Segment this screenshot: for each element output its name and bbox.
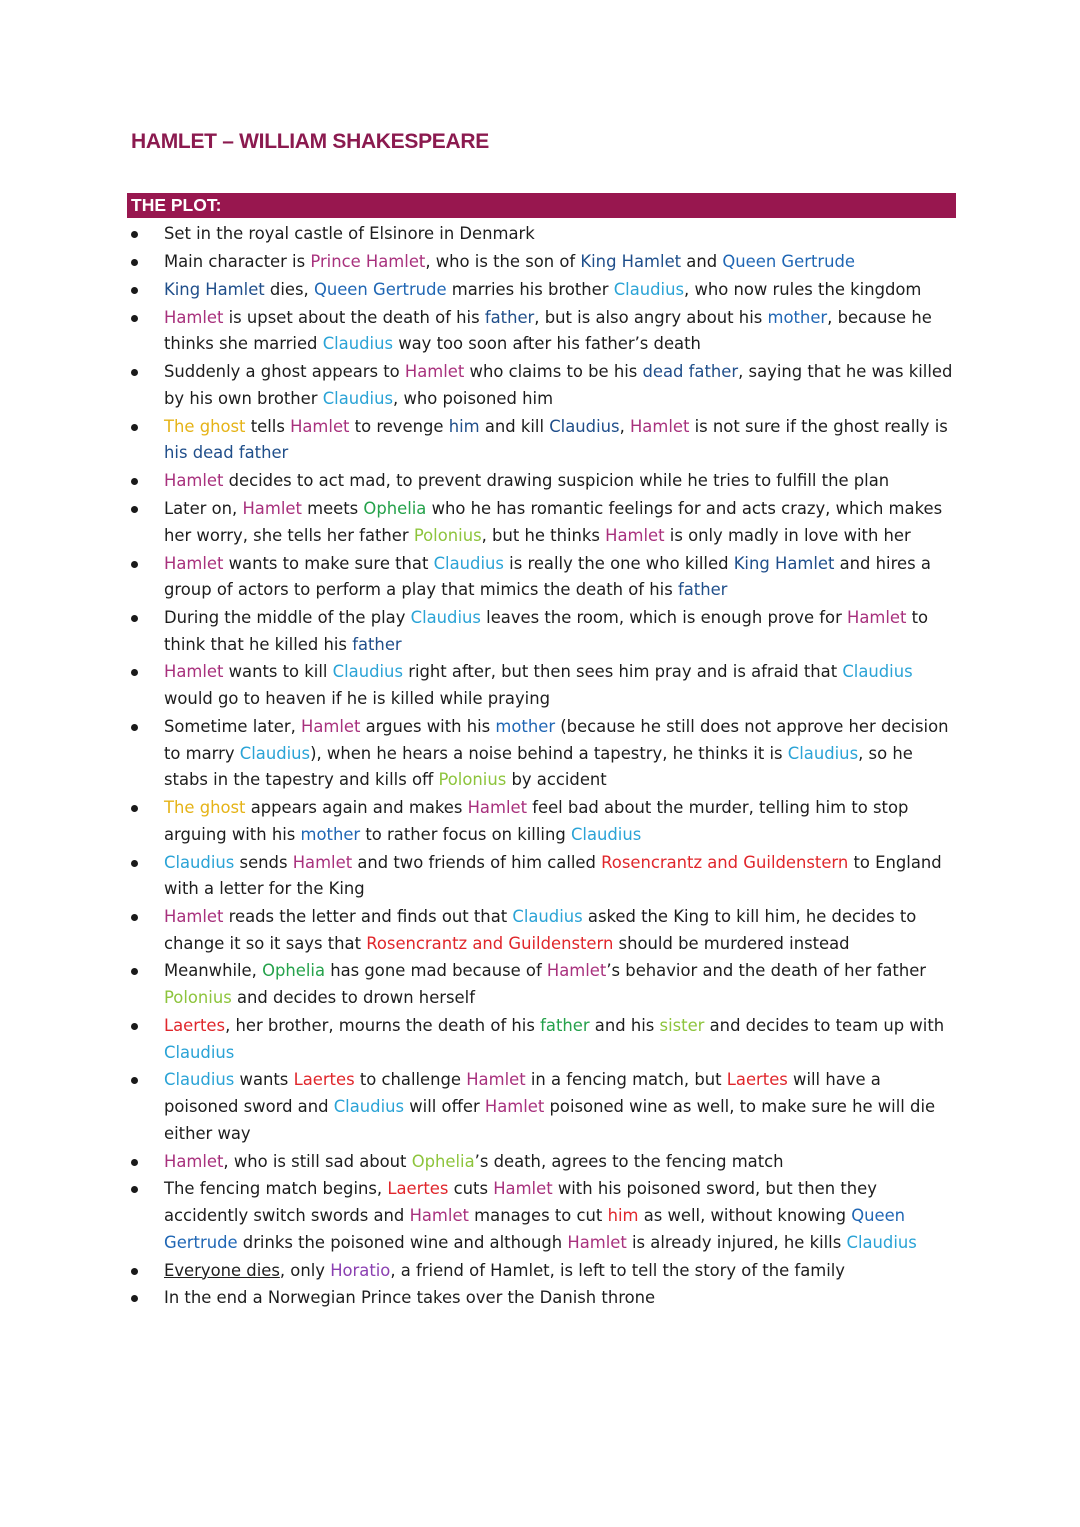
- text-segment: , because he thinks she married: [164, 307, 932, 354]
- highlighted-text: Claudius: [322, 388, 394, 408]
- plot-list-item: [131, 551, 957, 604]
- highlighted-text: Hamlet: [164, 1151, 224, 1171]
- plot-list-item: [131, 958, 957, 1011]
- text-segment: , a friend of Hamlet, is left to tell the story of the family: [390, 1260, 846, 1280]
- plot-list-item: [131, 1067, 957, 1147]
- text-segment: and: [681, 251, 723, 271]
- text-segment: who he has romantic feelings for and acts crazy, which makes her worry, she tells her father: [164, 499, 943, 545]
- text-segment: to revenge: [349, 416, 449, 436]
- text-segment: and two friends of him called: [352, 852, 602, 872]
- text-segment: In the end a Norwegian Prince takes over the Danish throne: [164, 1288, 656, 1308]
- text-segment: is not sure if the ghost really is: [689, 416, 948, 436]
- bullet-icon: [131, 669, 138, 676]
- text-segment: manages to cut: [468, 1206, 608, 1226]
- highlighted-text: father: [352, 634, 402, 654]
- text-segment: , who is still sad about: [223, 1151, 412, 1171]
- bullet-icon: [131, 259, 138, 266]
- highlighted-text: Queen Gertrude: [313, 279, 447, 299]
- text-segment: and hires a group of actors to perform a play that mimics the death of his: [164, 553, 931, 600]
- highlighted-text: Claudius: [164, 1042, 235, 1062]
- bullet-icon: [131, 1159, 138, 1166]
- highlighted-text: The ghost: [164, 798, 246, 818]
- plot-list-item: [131, 305, 957, 358]
- bullet-icon: [131, 231, 138, 238]
- text-segment: as well, without knowing: [638, 1206, 852, 1226]
- highlighted-text: him: [607, 1206, 639, 1226]
- bullet-icon: [131, 1023, 138, 1030]
- bullet-icon: [131, 1295, 138, 1302]
- highlighted-text: dead father: [642, 362, 739, 382]
- text-segment: should be murdered instead: [613, 933, 850, 953]
- bullet-icon: [131, 287, 138, 294]
- text-segment: wants to kill: [223, 662, 333, 682]
- plot-list-item: [131, 850, 957, 903]
- bullet-icon: [131, 369, 138, 376]
- highlighted-text: Hamlet: [466, 1070, 526, 1090]
- text-segment: decides to act mad, to prevent drawing suspicion while he tries to fulfill the plan: [223, 471, 890, 491]
- text-segment: ,: [619, 416, 630, 436]
- bullet-icon: [131, 424, 138, 431]
- highlighted-text: Hamlet: [164, 662, 224, 682]
- text-segment: reads the letter and finds out that: [223, 907, 513, 926]
- highlighted-text: Rosencrantz and Guildenstern: [601, 852, 849, 872]
- highlighted-text: Claudius: [549, 416, 620, 436]
- text-segment: right after, but then sees him pray and is afraid that: [403, 662, 843, 682]
- text-segment: Set in the royal castle of Elsinore in Denmark: [164, 224, 535, 243]
- bullet-icon: [131, 724, 138, 731]
- plot-list-item: [131, 277, 957, 304]
- highlighted-text: King Hamlet: [164, 279, 265, 299]
- plot-list-item: [131, 468, 957, 495]
- text-segment: and his: [589, 1015, 660, 1035]
- highlighted-text: Hamlet: [164, 307, 224, 327]
- bullet-icon: [131, 615, 138, 622]
- text-segment: drinks the poisoned wine and although: [237, 1232, 568, 1252]
- text-segment: , so he stabs in the tapestry and kills off: [164, 743, 913, 790]
- text-segment: poisoned wine as well, to make sure he will die either way: [164, 1097, 936, 1143]
- text-segment: will offer: [404, 1097, 485, 1117]
- highlighted-text: Polonius: [438, 770, 507, 790]
- text-segment: Later on,: [164, 499, 243, 519]
- text-segment: marries his brother: [446, 279, 614, 299]
- plot-list-item: [131, 414, 957, 467]
- highlighted-text: King Hamlet: [580, 251, 682, 271]
- plot-list-item: [131, 1258, 957, 1285]
- plot-list-item: [131, 221, 957, 248]
- highlighted-text: Ophelia: [262, 961, 326, 981]
- plot-list-item: [131, 795, 957, 848]
- text-segment: and decides to team up with: [704, 1015, 945, 1035]
- highlighted-text: Polonius: [413, 525, 482, 545]
- text-segment: ’s death, agrees to the fencing match: [474, 1151, 784, 1171]
- text-segment: to challenge: [354, 1070, 467, 1090]
- highlighted-text: Ophelia: [411, 1151, 475, 1171]
- highlighted-text: Hamlet: [567, 1232, 627, 1252]
- text-segment: by accident: [506, 770, 607, 790]
- plot-list-item: [131, 249, 957, 276]
- text-segment: is only madly in love with her: [664, 525, 911, 545]
- text-segment: , saying that he was killed by his own brother: [164, 362, 953, 408]
- highlighted-text: father: [677, 580, 728, 600]
- highlighted-text: Ophelia: [363, 499, 427, 519]
- bullet-icon: [131, 561, 138, 568]
- highlighted-text: Hamlet: [546, 961, 607, 981]
- highlighted-text: Hamlet: [290, 416, 350, 436]
- highlighted-text: The ghost: [164, 416, 246, 436]
- bullet-icon: [131, 805, 138, 812]
- highlighted-text: Polonius: [164, 988, 232, 1008]
- highlighted-text: Claudius: [846, 1232, 917, 1252]
- highlighted-text: Hamlet: [292, 852, 353, 872]
- highlighted-text: his dead father: [164, 443, 289, 463]
- text-segment: , her brother, mourns the death of his: [225, 1015, 541, 1035]
- text-segment: Main character is: [164, 251, 311, 271]
- highlighted-text: mother: [767, 307, 828, 327]
- highlighted-text: Claudius: [164, 852, 235, 872]
- text-segment: argues with his: [360, 716, 496, 736]
- text-segment: , but is also angry about his: [534, 307, 768, 327]
- bullet-icon: [131, 478, 138, 485]
- text-segment: Meanwhile,: [164, 961, 263, 981]
- plot-list-item: [131, 359, 957, 412]
- plot-list-item: [131, 1149, 957, 1176]
- text-segment: , who is the son of: [425, 251, 581, 271]
- plot-list-item: [131, 904, 957, 957]
- plot-list-item: [131, 1013, 957, 1066]
- highlighted-text: Hamlet: [629, 416, 690, 436]
- text-segment: to England with a letter for the King: [164, 852, 942, 899]
- text-segment: wants: [234, 1070, 294, 1090]
- highlighted-text: Claudius: [613, 279, 685, 299]
- highlighted-text: Claudius: [333, 1097, 405, 1117]
- text-segment: way too soon after his father’s death: [393, 334, 701, 354]
- highlighted-text: Hamlet: [164, 553, 224, 573]
- text-segment: is upset about the death of his: [223, 307, 485, 327]
- text-segment: to think that he killed his: [164, 607, 929, 654]
- text-segment: has gone mad because of: [325, 961, 547, 981]
- text-segment: will have a poisoned sword and: [164, 1070, 881, 1117]
- text-segment: (because he still does not approve her decision to marry: [164, 716, 949, 763]
- highlighted-text: mother: [300, 824, 361, 844]
- bullet-icon: [131, 506, 138, 513]
- highlighted-text: Hamlet: [242, 499, 302, 519]
- highlighted-text: Horatio: [330, 1260, 391, 1280]
- highlighted-text: Prince Hamlet: [310, 251, 426, 271]
- highlighted-text: Hamlet: [164, 907, 224, 926]
- text-segment: Sometime later,: [164, 716, 301, 736]
- text-segment: is really the one who killed: [503, 553, 734, 573]
- text-segment: appears again and makes: [245, 798, 468, 818]
- highlighted-text: Laertes: [387, 1179, 449, 1199]
- highlighted-text: Everyone dies: [164, 1260, 280, 1280]
- plot-bullet-list: [131, 221, 957, 1313]
- highlighted-text: Laertes: [293, 1070, 355, 1090]
- text-segment: in a fencing match, but: [525, 1070, 727, 1090]
- highlighted-text: Claudius: [322, 334, 394, 354]
- plot-list-item: [131, 496, 957, 549]
- highlighted-text: mother: [495, 716, 556, 736]
- bullet-icon: [131, 1186, 138, 1193]
- text-segment: feel bad about the murder, telling him to stop arguing with his: [164, 798, 909, 844]
- highlighted-text: Claudius: [433, 553, 504, 573]
- highlighted-text: Hamlet: [493, 1179, 553, 1199]
- bullet-icon: [131, 860, 138, 867]
- text-segment: Suddenly a ghost appears to: [164, 362, 405, 382]
- text-segment: cuts: [448, 1179, 494, 1199]
- highlighted-text: Hamlet: [847, 607, 907, 627]
- highlighted-text: Laertes: [726, 1070, 788, 1090]
- highlighted-text: father: [540, 1015, 590, 1035]
- text-segment: tells: [245, 416, 291, 436]
- plot-list-item: [131, 605, 957, 658]
- highlighted-text: Claudius: [842, 662, 913, 682]
- text-segment: and decides to drown herself: [231, 988, 475, 1008]
- highlighted-text: Claudius: [332, 662, 403, 682]
- highlighted-text: Queen Gertrude: [164, 1206, 906, 1252]
- bullet-icon: [131, 1268, 138, 1275]
- highlighted-text: Hamlet: [404, 362, 465, 382]
- text-segment: is already injured, he kills: [626, 1232, 847, 1252]
- bullet-icon: [131, 914, 138, 921]
- bullet-icon: [131, 968, 138, 975]
- text-segment: with his poisoned sword, but then they accidently switch swords and: [164, 1179, 877, 1226]
- highlighted-text: Queen Gertrude: [722, 251, 855, 271]
- plot-list-item: [131, 1285, 957, 1312]
- highlighted-text: Claudius: [787, 743, 859, 763]
- text-segment: meets: [301, 499, 364, 519]
- highlighted-text: Hamlet: [409, 1206, 469, 1226]
- text-segment: leaves the room, which is enough prove for: [480, 607, 848, 627]
- plot-list-item: [131, 714, 957, 794]
- text-segment: , but he thinks: [481, 525, 606, 545]
- text-segment: During the middle of the play: [164, 607, 411, 627]
- text-segment: asked the King to kill him, he decides to change it so it says that: [164, 907, 917, 953]
- highlighted-text: Hamlet: [484, 1097, 545, 1117]
- section-header-bar: [127, 193, 956, 218]
- text-segment: and kill: [479, 416, 550, 436]
- highlighted-text: Hamlet: [605, 525, 665, 545]
- highlighted-text: him: [448, 416, 480, 436]
- text-segment: The fencing match begins,: [164, 1179, 388, 1199]
- highlighted-text: Claudius: [239, 743, 311, 763]
- plot-list-item: [131, 659, 957, 712]
- highlighted-text: Claudius: [570, 824, 642, 844]
- text-segment: would go to heaven if he is killed while praying: [164, 689, 550, 709]
- highlighted-text: Claudius: [164, 1070, 235, 1090]
- highlighted-text: Hamlet: [301, 716, 361, 736]
- highlighted-text: Claudius: [512, 907, 583, 926]
- section-label: THE PLOT:: [131, 195, 222, 215]
- text-segment: to rather focus on killing: [360, 824, 571, 844]
- text-segment: , only: [279, 1260, 331, 1280]
- highlighted-text: Claudius: [410, 607, 481, 627]
- highlighted-text: Laertes: [164, 1015, 226, 1035]
- text-segment: , who poisoned him: [393, 388, 554, 408]
- text-segment: ’s behavior and the death of her father: [606, 961, 927, 981]
- bullet-icon: [131, 315, 138, 322]
- bullet-icon: [131, 1077, 138, 1084]
- highlighted-text: Hamlet: [164, 471, 224, 491]
- highlighted-text: Rosencrantz and Guildenstern: [366, 933, 614, 953]
- text-segment: wants to make sure that: [223, 553, 434, 573]
- plot-list-item: [131, 1176, 957, 1256]
- highlighted-text: King Hamlet: [733, 553, 835, 573]
- text-segment: sends: [234, 852, 293, 872]
- page-title: HAMLET – WILLIAM SHAKESPEARE: [131, 130, 489, 153]
- highlighted-text: father: [484, 307, 535, 327]
- highlighted-text: sister: [659, 1015, 705, 1035]
- highlighted-text: Hamlet: [467, 798, 528, 818]
- text-segment: ), when he hears a noise behind a tapestry, he thinks it is: [310, 743, 788, 763]
- text-segment: , who now rules the kingdom: [684, 279, 922, 299]
- text-segment: dies,: [264, 279, 314, 299]
- text-segment: who claims to be his: [464, 362, 643, 382]
